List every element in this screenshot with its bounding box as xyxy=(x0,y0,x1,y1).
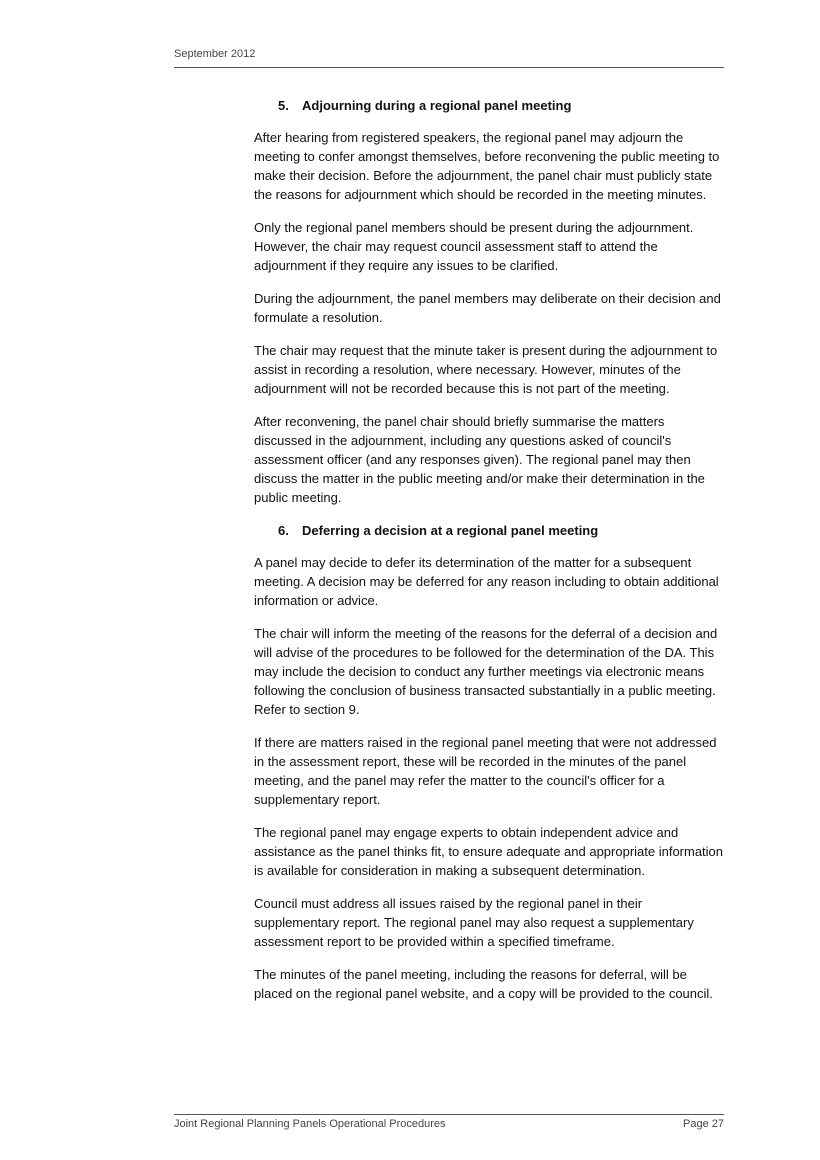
section-5-title: Adjourning during a regional panel meeting xyxy=(302,98,572,113)
section-6-paragraph-4: The regional panel may engage experts to obtain independent advice and assistance as the panel thinks fit, to ensure adequate and appropriate information is available for consideration in making a subsequent determination. xyxy=(254,825,724,878)
header-divider xyxy=(174,67,724,68)
page-header-date: September 2012 xyxy=(174,48,256,60)
section-6-title: Deferring a decision at a regional panel meeting xyxy=(302,523,599,538)
section-6-paragraph-6: The minutes of the panel meeting, including the reasons for deferral, will be placed on the regional panel website, and a copy will be provided to the council. xyxy=(254,967,713,1001)
page-content xyxy=(254,96,724,1017)
section-5-paragraph-4: The chair may request that the minute taker is present during the adjournment to assist in recording a resolution, where necessary. However, minutes of the adjournment will not be recorded because this is not part of the meeting. xyxy=(254,343,718,396)
section-5-number: 5. xyxy=(278,98,289,113)
section-6-paragraph-3: If there are matters raised in the regional panel meeting that were not addressed in the assessment report, these will be recorded in the minutes of the panel meeting, and the panel may refer the matter to the council's officer for a supplementary report. xyxy=(254,735,717,807)
section-6-paragraph-1: A panel may decide to defer its determination of the matter for a subsequent meeting. A decision may be deferred for any reason including to obtain additional information or advice. xyxy=(254,555,719,608)
section-5-paragraph-1: After hearing from registered speakers, the regional panel may adjourn the meeting to confer amongst themselves, before reconvening the public meeting to make their decision. Before the adjournment, the panel chair must publicly state the reasons for adjournment which should be recorded in the meeting minutes. xyxy=(254,130,720,202)
footer-document-title: Joint Regional Planning Panels Operational Procedures xyxy=(174,1118,446,1130)
section-5-paragraph-2: Only the regional panel members should be present during the adjournment. However, the chair may request council assessment staff to attend the adjournment if they require any issues to be clarified. xyxy=(254,220,694,273)
section-5-heading xyxy=(254,96,724,115)
section-5-paragraph-3: During the adjournment, the panel members may deliberate on their decision and formulate a resolution. xyxy=(254,291,721,325)
footer-divider xyxy=(174,1114,724,1115)
section-6-paragraph-5: Council must address all issues raised by the regional panel in their supplementary report. The regional panel may also request a supplementary assessment report to be provided within a specified timeframe. xyxy=(254,896,694,949)
footer-page-number: Page 27 xyxy=(683,1118,724,1130)
page-footer xyxy=(174,1118,724,1130)
section-5-paragraph-5: After reconvening, the panel chair should briefly summarise the matters discussed in the adjournment, including any questions asked of council's assessment officer (and any responses given). The regional panel may then discuss the matter in the public meeting and/or make their determination in the public meeting. xyxy=(254,414,705,505)
section-6-number: 6. xyxy=(278,523,289,538)
section-6-paragraph-2: The chair will inform the meeting of the reasons for the deferral of a decision and will advise of the procedures to be followed for the determination of the DA. This may include the decision to conduct any further meetings via electronic means following the conclusion of business transacted substantially in a public meeting. Refer to section 9. xyxy=(254,626,718,717)
section-6-heading xyxy=(254,521,724,540)
